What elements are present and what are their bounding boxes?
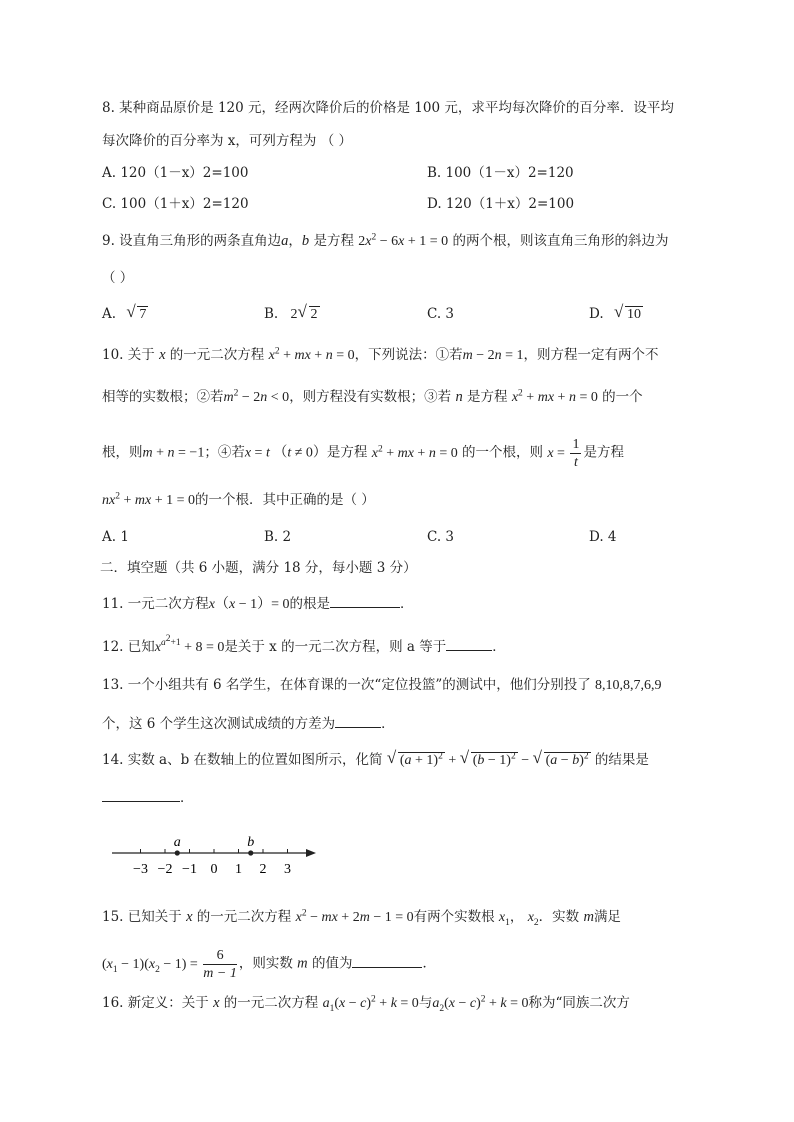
q9-mid: 是方程 [309,233,354,249]
q8-line2: 每次降价的百分率为 x，可列方程为 （ ） [102,133,352,149]
q10-cond1: m − 2n = 1 [462,348,524,363]
q12-prefix: 12. 已知 [102,639,155,655]
q16-equation-2: $a_2(x - c)^2 + k = 0$ [432,994,529,1014]
root-x1: $x_1$ [498,910,510,928]
q10-l1a: 10. 关于 [102,347,155,363]
q15-l2b: 的值为 [311,955,353,972]
q10-frac-eq: x = $\frac{1}{t}$ [547,437,580,470]
number-line-tick-label: 1 [235,862,242,877]
q8-option-a: A. 120（1－x）2=100 [102,165,249,181]
number-line-tick-label: 2 [259,862,267,877]
var-m: m [583,909,594,925]
var-n: n [455,389,463,405]
q13-end: ． [381,716,395,732]
number-line-tick-label: −1 [182,862,197,877]
q13-line2 [102,714,395,734]
q9-line1 [102,231,668,252]
q10-l1c: ，下列说法：①若 [354,347,463,363]
q9-option-d [589,304,643,325]
number-line [108,832,328,882]
q9-var-b: b [301,233,310,249]
q16-equation-1: $a_1(x - c)^2 + k = 0$ [322,994,419,1014]
q13-numbers: 8,10,8,7,6,9 [595,678,662,693]
q10-equation: $x^2$ + mx + n = 0 [268,346,355,363]
q10-equation-3: $x^2$ + mx + n = 0 [371,444,458,461]
q14-suffix: 的结果是 [594,752,649,768]
q10-option-c: C. 3 [427,529,455,545]
q10-l3c: 是方程 [326,444,368,461]
q10-l2d: 的一个 [602,389,643,405]
q9-prefix: 9. 设直角三角形的两条直角边 [102,233,282,249]
q11-equation: x（x − 1）= 0 [208,597,290,612]
number-line-arrow [306,849,316,857]
q9-option-a [102,304,148,325]
q15-condition: $(x_1 - 1)(x_2 - 1)$ = $\frac{6}{m - 1}$ [102,948,237,981]
q12-line [102,634,506,658]
q10-l3a: 根，则 [102,444,143,461]
var-x: x [159,347,166,363]
q10-equation-2: $x^2$ + mx + n = 0 [511,388,598,405]
point-a-dot [175,850,180,855]
q14-prefix: 14. 实数 a、b 在数轴上的位置如图所示，化简 [102,752,383,768]
point-b-dot [248,850,253,855]
q15-equation: $x^2$ − mx + 2m − 1 = 0 [295,908,414,925]
q9-equation: $2x^2 - 6x + 1 = 0$ [358,232,449,249]
q12-equation: $x^{a^2+1} + 8 = 0$ [154,634,225,655]
q10-l4: 的一个根．其中正确的是（ ） [195,492,375,508]
fraction-6-over-m-1: $\frac{6}{m - 1}$ [203,948,237,981]
q10-l1d: ，则方程一定有两个不 [523,347,659,363]
q13-line2-text: 个，这 6 个学生这次测试成绩的方差为 [102,716,336,732]
q8-option-b: B. 100（1－x）2=120 [427,165,574,181]
q11-answer-blank[interactable] [330,595,400,608]
point-b-label: b [247,835,255,850]
q15-l1c: 有两个实数根 [413,909,495,925]
q14-line1 [102,750,649,771]
q10-cond3: m + n = −1 [142,445,205,461]
q8-line1: 8. 某种商品原价是 120 元，经两次降价后的价格是 100 元，求平均每次降价的百分率．设平均 [102,100,674,116]
var-x: x [213,995,220,1011]
q14-expression: √ $(a + 1)^2$ + √ $(b - 1)^2$ − √ $(a - b)^2$ [386,748,589,768]
q10-l2c: 是方程 [467,389,508,405]
q12-mid: 是关于 x 的一元二次方程，则 a 等于 [224,639,447,655]
q16-line1 [102,993,630,1014]
var-m-2: m [297,955,308,972]
q14-answer-blank[interactable] [102,789,180,802]
q14-end: ． [180,790,194,806]
q15-l1d: ， [509,909,524,925]
q10-cond2: $m^2 - 2n < 0$ [223,388,290,405]
q10-l3b: ；④若 [204,444,245,461]
q15-line1 [102,907,621,928]
q10-l3e: 是方程 [583,444,624,461]
q9-option-d-label: D. [589,306,604,322]
q9-option-b-coef: 2 [290,307,298,322]
q10-option-a: A. 1 [102,529,129,545]
q10-option-d: D. 4 [589,529,617,545]
q16-l1c: 与 [418,995,433,1011]
q8-option-c: C. 100（1＋x）2=120 [102,196,249,212]
q16-l1d: 称为“同族二次方 [528,995,630,1011]
q14-line2 [102,788,194,808]
q13-answer-blank[interactable] [335,715,381,728]
q13-line1-text: 13. 一个小组共有 6 名学生，在体育课的一次“定位投篮”的测试中，他们分别投了 [102,677,591,693]
q11-suffix: 的根是 [289,596,330,612]
number-line-tick-label: 0 [210,862,218,877]
q10-line1 [102,345,659,366]
q9-option-a-root: √ 7 [126,302,147,322]
q8-option-d: D. 120（1＋x）2=100 [427,196,575,212]
q9-option-c: C. 3 [427,306,455,322]
q16-l1b: 的一元二次方程 [223,995,319,1011]
q10-equation-4: $nx^2$ + mx + 1 = 0 [102,491,195,508]
q10-line3 [102,436,624,471]
q11-prefix: 11. 一元二次方程 [102,596,209,612]
q15-l1e: ．实数 [538,909,580,925]
q9-var-a: a [281,233,289,249]
q9-option-b [264,304,320,325]
q10-line2 [102,387,643,408]
q9-sep: ， [288,233,302,249]
q9-line2: （ ） [102,270,134,286]
q15-l2a: ，则实数 [238,955,293,972]
q10-l2a: 相等的实数根；②若 [102,389,224,405]
q9-option-d-root: √ 10 [613,302,641,322]
q15-l1b: 的一元二次方程 [196,909,292,925]
q16-l1a: 16. 新定义：关于 [102,995,209,1011]
q10-cond4: x = t （t ≠ 0） [244,445,327,461]
q10-l1b: 的一元二次方程 [169,347,265,363]
q10-l2b: ，则方程没有实数根；③若 [289,389,452,405]
q9-eq-tail: 的两个根，则该直角三角形的斜边为 [448,233,669,249]
q9-option-b-root: √ 2 [297,302,318,322]
section-2-heading: 二．填空题（共 6 小题，满分 18 分，每小题 3 分） [100,560,417,576]
number-line-tick-label: −3 [133,862,148,877]
q10-l3d: 的一个根，则 [462,444,544,461]
root-x2: $x_2$ [527,910,539,928]
q13-line1 [102,675,662,696]
q12-end: ． [492,639,506,655]
q15-end: ． [422,955,436,972]
var-x: x [186,909,193,925]
q15-line2 [102,947,436,982]
q10-option-b: B. 2 [264,529,292,545]
q12-answer-blank[interactable] [446,638,492,651]
q15-answer-blank[interactable] [352,955,422,968]
number-line-tick-label: −2 [157,862,173,877]
number-line-tick-label: 3 [284,862,291,877]
point-a-label: a [173,835,181,850]
q15-l1f: 满足 [593,909,621,925]
fraction-1-over-t: $\frac{1}{t}$ [572,437,580,470]
q9-option-b-label: B. [264,306,279,322]
q15-l1a: 15. 已知关于 [102,909,182,925]
q11-line [102,594,414,615]
q10-line4 [102,490,375,511]
q9-option-a-label: A. [102,306,117,322]
q11-end: ． [400,596,414,612]
